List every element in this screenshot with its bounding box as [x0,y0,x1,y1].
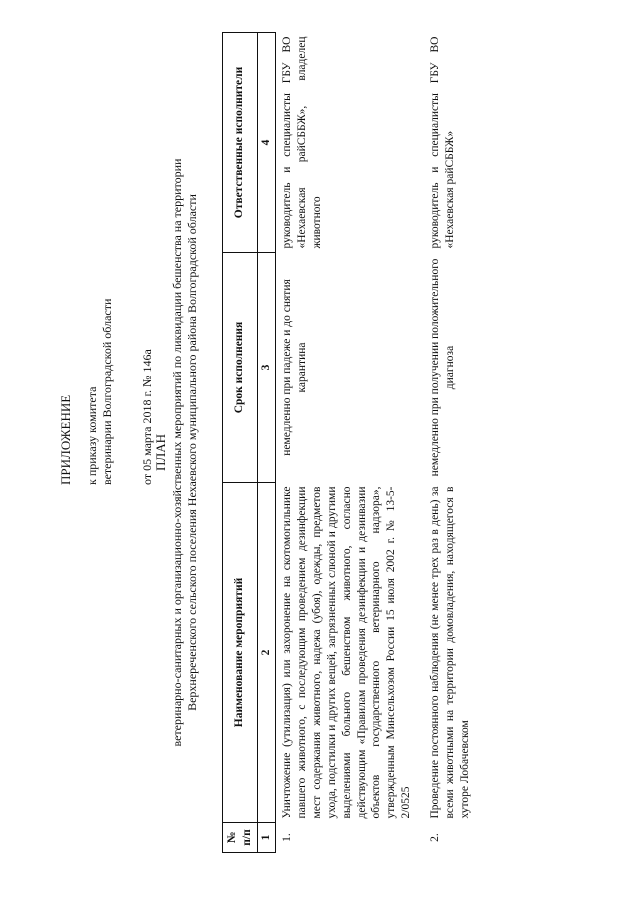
appendix-line-2: ветеринарии Волгоградской области [100,298,115,485]
appendix-header [58,155,156,485]
colnum-2: 2 [257,483,275,823]
header-measure: Наименование мероприятий [223,483,258,823]
plan-subtitle-1: ветеринарно-санитарных и организационно-хозяйственных мероприятий по ликвидации бешенства на территории [169,158,184,747]
row-deadline: немедленно при получении положительного диагноза [429,258,457,477]
row-measure: Уничтожение (утилизация) или захоронение на скотомогильнике павшего животного, с последующим проведением дезинфекции мест содержания животного, надежа (убоя), одежды, предметов ухода, подстилки и других вещей, загрязненных слюной и другими выделениями больного бешенством животного, согласно действующим «Правилам проведения дезинфекции и дезинвазии объектов государственного ветеринарного надзора», утвержденным Минсельхозом России 15 июля 2002 г. № 13-5-2/0525 [280,486,413,819]
appendix-title: ПРИЛОЖЕНИЕ [58,394,73,485]
measures-table [222,32,473,853]
header-deadline: Срок исполнения [223,253,258,483]
colnum-4: 4 [257,33,275,253]
table-row [414,33,473,853]
plan-heading [153,60,201,845]
column-numbers-row [257,33,275,853]
table-header-row [223,33,258,853]
row-number: 1. [280,833,293,842]
appendix-line-1: к приказу комитета [84,386,99,485]
plan-subtitle-2: Верхнереченского сельского поселения Нехаевского муниципального района Волгоградской области [185,194,200,711]
colnum-3: 3 [257,253,275,483]
row-responsible: руководитель и специалисты ГБУ ВО «Нехаевская райСББЖ» [429,36,457,249]
header-number: № п/п [223,823,258,853]
plan-title: ПЛАН [153,434,168,471]
row-deadline: немедленно при падеже и до снятия карантина [280,279,308,456]
order-date: от 05 марта 2018 г. № 146а [140,349,155,485]
row-responsible: руководитель и специалисты ГБУ ВО «Нехаевская райСББЖ», владелец животного [280,36,323,249]
header-responsible: Ответственные исполнители [223,33,258,253]
row-measure: Проведение постоянного наблюдения (не менее трех раз в день) за всеми животными на территории домовладения, находящегося в хуторе Лобачевском [429,486,472,819]
colnum-1: 1 [257,823,275,853]
table-row [275,33,414,853]
row-number: 2. [429,833,442,842]
